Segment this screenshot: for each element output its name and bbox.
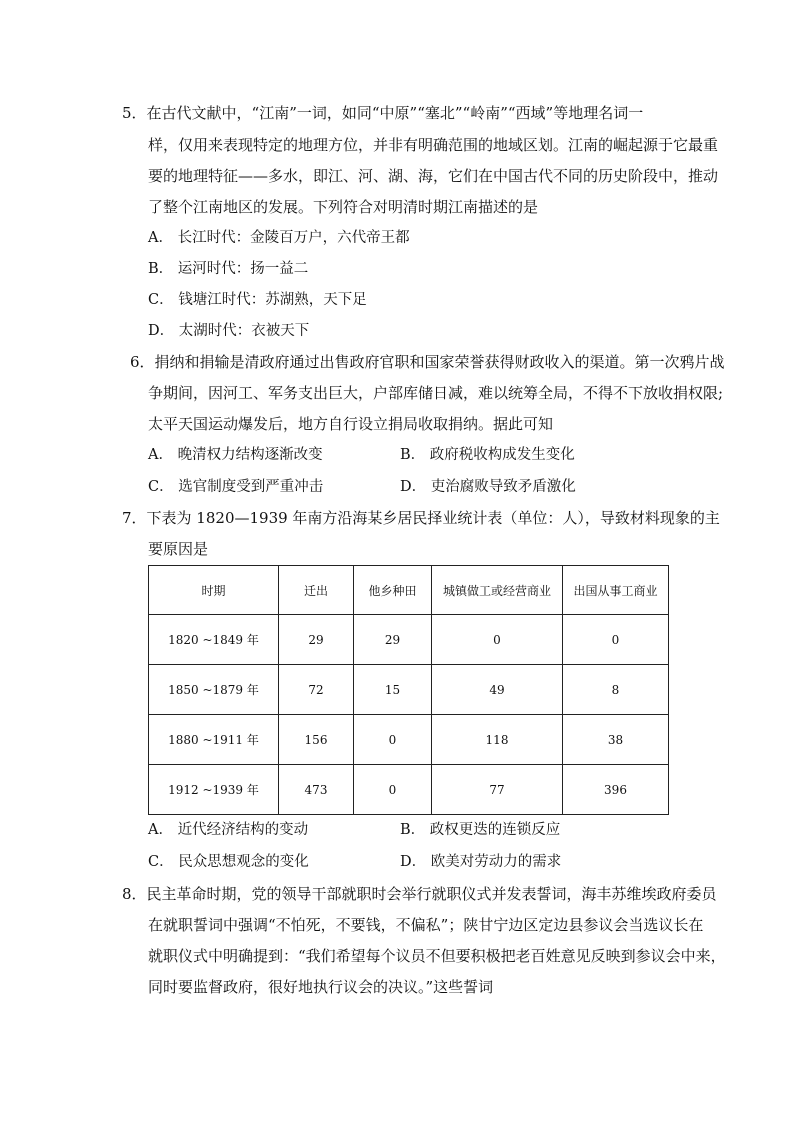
table-cell: 38 xyxy=(563,715,669,765)
q8-stem-line-2: 在就职誓词中强调“不怕死，不要钱，不偏私”；陕甘宁边区定边县参议会当选议长在 xyxy=(148,916,704,934)
table-row xyxy=(149,615,669,665)
table-cell: 29 xyxy=(354,615,432,665)
q7-option-c: C． 民众思想观念的变化 xyxy=(148,854,309,870)
table-cell: 0 xyxy=(354,715,432,765)
table-cell: 0 xyxy=(432,615,563,665)
table-cell: 473 xyxy=(279,765,354,815)
table-header-farming-elsewhere: 他乡种田 xyxy=(354,566,432,615)
q8-stem-line-4: 同时要监督政府，很好地执行议会的决议。”这些誓词 xyxy=(148,978,494,996)
q6-stem-line-2: 争期间，因河工、军务支出巨大，户部库储日减，难以统筹全局，不得不下放收捐权限; xyxy=(148,384,724,402)
q6-option-a: A． 晚清权力结构逐渐改变 xyxy=(148,447,323,463)
q6-option-c: C． 选官制度受到严重冲击 xyxy=(148,479,324,495)
q7-option-a: A． 近代经济结构的变动 xyxy=(148,822,309,838)
table-header-period: 时期 xyxy=(149,566,279,615)
table-cell-period: 1912 ~1939 年 xyxy=(149,765,279,815)
table-cell-period: 1820 ~1849 年 xyxy=(149,615,279,665)
table-cell: 118 xyxy=(432,715,563,765)
table-cell: 49 xyxy=(432,665,563,715)
q6-stem-line-3: 太平天国运动爆发后，地方自行设立捐局收取捐纳。据此可知 xyxy=(148,415,554,433)
q5-stem-line-4: 了整个江南地区的发展。下列符合对明清时期江南描述的是 xyxy=(148,198,539,216)
q5-stem-line-1: 5．在古代文献中，“江南”一词，如同“中原”“塞北”“岭南”“西域”等地理名词一 xyxy=(122,104,644,122)
table-cell: 72 xyxy=(279,665,354,715)
table-cell-period: 1850 ~1879 年 xyxy=(149,665,279,715)
q5-option-a: A． 长江时代：金陵百万户，六代帝王都 xyxy=(148,230,410,246)
q5-option-d: D． 太湖时代：衣被天下 xyxy=(148,323,310,339)
table-cell: 29 xyxy=(279,615,354,665)
table-header-overseas: 出国从事工商业 xyxy=(563,566,669,615)
table-cell: 15 xyxy=(354,665,432,715)
q5-stem-line-2: 样，仅用来表现特定的地理方位，并非有明确范围的地域区划。江南的崛起源于它最重 xyxy=(148,136,719,154)
employment-table xyxy=(148,565,669,815)
table-row xyxy=(149,765,669,815)
q5-option-b: B． 运河时代：扬一益二 xyxy=(148,261,309,277)
q8-stem-line-3: 就职仪式中明确提到：“我们希望每个议员不但要积极把老百姓意见反映到参议会中来， xyxy=(148,947,726,965)
table-header-row xyxy=(149,566,669,615)
q7-option-b: B． 政权更迭的连锁反应 xyxy=(400,822,561,838)
table-cell: 0 xyxy=(563,615,669,665)
q5-stem-line-3: 要的地理特征——多水，即江、河、湖、海，它们在中国古代不同的历史阶段中，推动 xyxy=(148,167,719,185)
table-row xyxy=(149,665,669,715)
table-cell-period: 1880 ~1911 年 xyxy=(149,715,279,765)
table-cell: 396 xyxy=(563,765,669,815)
q7-stem-line-2: 要原因是 xyxy=(148,540,209,558)
table-cell: 77 xyxy=(432,765,563,815)
q6-option-d: D． 吏治腐败导致矛盾激化 xyxy=(400,479,576,495)
table-header-emigrated: 迁出 xyxy=(279,566,354,615)
q6-stem-line-1: 6．捐纳和捐输是清政府通过出售政府官职和国家荣誉获得财政收入的渠道。第一次鸦片战 xyxy=(130,353,725,371)
q7-stem-line-1: 7．下表为 1820—1939 年南方沿海某乡居民择业统计表（单位：人），导致材料现象的主 xyxy=(122,509,720,527)
table-row xyxy=(149,715,669,765)
table-cell: 8 xyxy=(563,665,669,715)
q7-option-d: D． 欧美对劳动力的需求 xyxy=(400,854,562,870)
table-cell: 0 xyxy=(354,765,432,815)
q6-option-b: B． 政府税收构成发生变化 xyxy=(400,447,575,463)
table-cell: 156 xyxy=(279,715,354,765)
q8-stem-line-1: 8．民主革命时期，党的领导干部就职时会举行就职仪式并发表誓词，海丰苏维埃政府委员 xyxy=(122,885,717,903)
q5-option-c: C． 钱塘江时代：苏湖熟，天下足 xyxy=(148,292,367,308)
table-header-town-work: 城镇做工或经营商业 xyxy=(432,566,563,615)
